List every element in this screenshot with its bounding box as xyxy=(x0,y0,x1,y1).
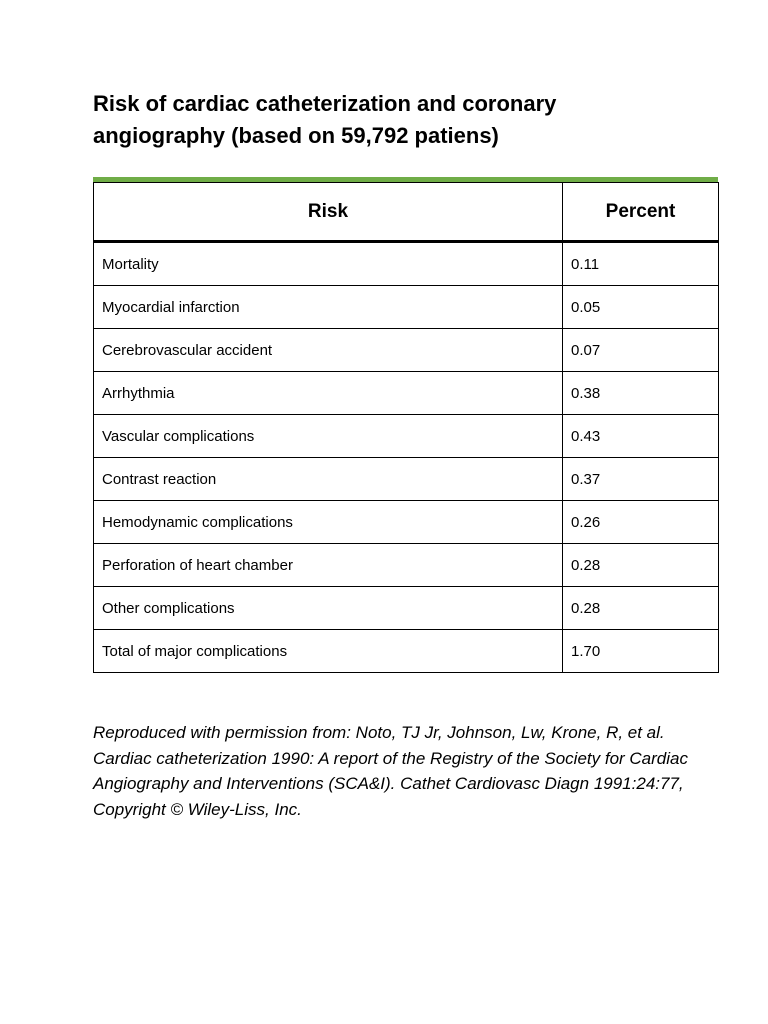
header-risk: Risk xyxy=(94,183,563,242)
percent-cell: 0.26 xyxy=(563,501,719,544)
percent-cell: 0.37 xyxy=(563,458,719,501)
percent-cell: 0.11 xyxy=(563,242,719,286)
risk-cell: Total of major complications xyxy=(94,630,563,673)
percent-cell: 0.38 xyxy=(563,372,719,415)
percent-cell: 0.05 xyxy=(563,286,719,329)
risk-cell: Cerebrovascular accident xyxy=(94,329,563,372)
table-row xyxy=(94,415,719,458)
risk-table-container xyxy=(93,177,718,673)
table-row xyxy=(94,544,719,587)
header-percent: Percent xyxy=(563,183,719,242)
table-row xyxy=(94,286,719,329)
table-row xyxy=(94,242,719,286)
table-row-total xyxy=(94,630,719,673)
document-title: Risk of cardiac catheterization and coronary angiography (based on 59,792 patiens) xyxy=(93,91,557,148)
risk-table xyxy=(93,182,719,673)
risk-cell: Contrast reaction xyxy=(94,458,563,501)
table-row xyxy=(94,329,719,372)
percent-cell: 0.07 xyxy=(563,329,719,372)
percent-cell: 1.70 xyxy=(563,630,719,673)
table-row xyxy=(94,501,719,544)
risk-cell: Arrhythmia xyxy=(94,372,563,415)
risk-cell: Vascular complications xyxy=(94,415,563,458)
risk-cell: Myocardial infarction xyxy=(94,286,563,329)
risk-cell: Mortality xyxy=(94,242,563,286)
percent-cell: 0.28 xyxy=(563,544,719,587)
table-row xyxy=(94,587,719,630)
table-header-row xyxy=(94,183,719,242)
table-row xyxy=(94,458,719,501)
table-row xyxy=(94,372,719,415)
citation-text: Reproduced with permission from: Noto, TJ Jr, Johnson, Lw, Krone, R, et al. Cardiac catheterization 1990: A report of the Registry of the Society for Cardiac Angiography and Interventions (SCA&I). Cathet Cardiovasc Diagn 1991:24:77, Copyright © Wiley-Liss, Inc. xyxy=(93,723,688,819)
risk-cell: Other complications xyxy=(94,587,563,630)
percent-cell: 0.43 xyxy=(563,415,719,458)
risk-cell: Hemodynamic complications xyxy=(94,501,563,544)
percent-cell: 0.28 xyxy=(563,587,719,630)
risk-cell: Perforation of heart chamber xyxy=(94,544,563,587)
